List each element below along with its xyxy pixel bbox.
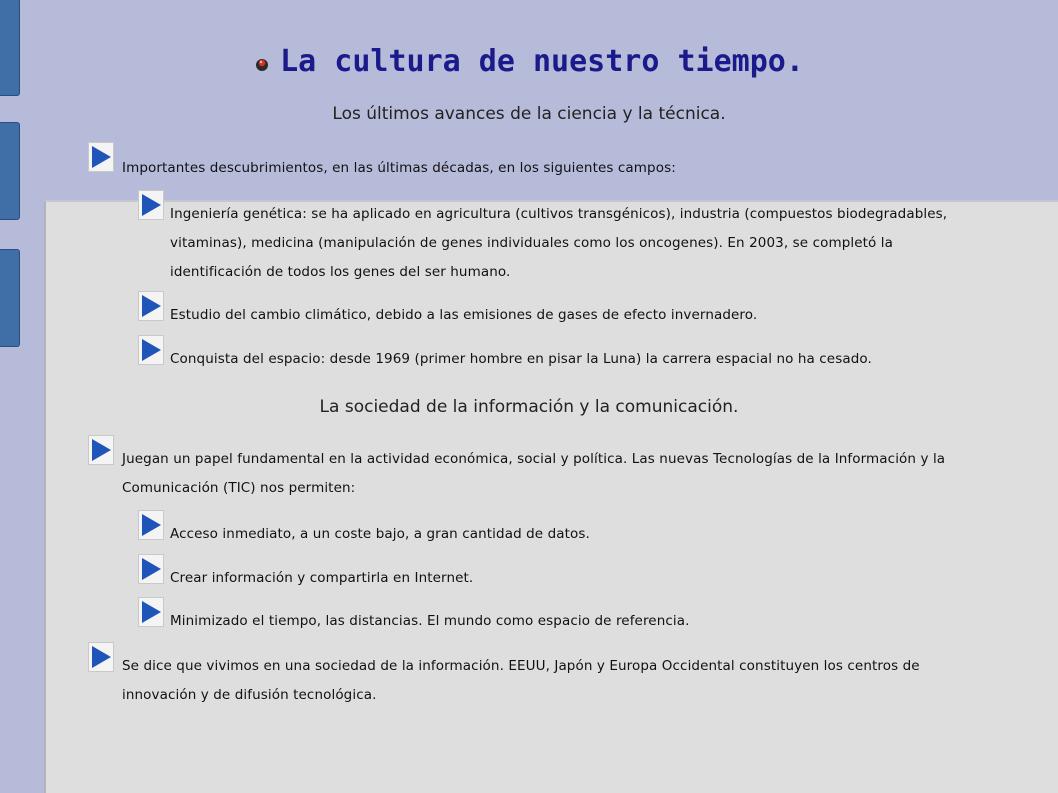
play-arrow-icon: [90, 645, 112, 669]
page-title: La cultura de nuestro tiempo.: [280, 44, 804, 79]
title-row: [0, 44, 1058, 79]
section1-item: Ingeniería genética: se ha aplicado en agricultura (cultivos transgénicos), industria (compuestos biodegradables, vitaminas), medicina (manipulación de genes individuales como los oncogenes). En 2003, se completó la identificación de todos los genes del ser humano.: [170, 206, 948, 280]
bullet-arrow: [138, 597, 164, 627]
bullet-ball-icon: [254, 57, 270, 73]
section2-closing: Se dice que vivimos en una sociedad de la información. EEUU, Japón y Europa Occidental constituyen los centros de innovación y de difusión tecnológica.: [122, 658, 920, 703]
bullet-arrow: [88, 142, 114, 172]
bullet-arrow: [138, 554, 164, 584]
section2-intro: Juegan un papel fundamental en la actividad económica, social y política. Las nuevas Tecnologías de la Información y la Comunicación (TIC) nos permiten:: [122, 451, 946, 496]
play-arrow-icon: [140, 294, 162, 318]
section2-item: Minimizado el tiempo, las distancias. El mundo como espacio de referencia.: [170, 613, 690, 629]
play-arrow-icon: [90, 145, 112, 169]
bullet-arrow: [88, 435, 114, 465]
play-arrow-icon: [90, 438, 112, 462]
bullet-arrow: [138, 190, 164, 220]
section1-intro: Importantes descubrimientos, en las últimas décadas, en los siguientes campos:: [122, 160, 676, 176]
bullet-arrow: [138, 335, 164, 365]
play-arrow-icon: [140, 338, 162, 362]
section2-item: Crear información y compartirla en Internet.: [170, 570, 474, 586]
play-arrow-icon: [140, 193, 162, 217]
section2-heading: La sociedad de la información y la comunicación.: [319, 397, 739, 417]
section1-heading: Los últimos avances de la ciencia y la técnica.: [332, 104, 726, 124]
side-tab-2: [0, 122, 20, 220]
play-arrow-icon: [140, 600, 162, 624]
bullet-arrow: [138, 291, 164, 321]
play-arrow-icon: [140, 513, 162, 537]
bullet-arrow: [88, 642, 114, 672]
section1-item: Estudio del cambio climático, debido a las emisiones de gases de efecto invernadero.: [170, 307, 758, 323]
bullet-arrow: [138, 510, 164, 540]
section2-item: Acceso inmediato, a un coste bajo, a gran cantidad de datos.: [170, 526, 590, 542]
side-tab-3: [0, 249, 20, 347]
section1-item: Conquista del espacio: desde 1969 (primer hombre en pisar la Luna) la carrera espacial no ha cesado.: [170, 351, 872, 367]
play-arrow-icon: [140, 557, 162, 581]
